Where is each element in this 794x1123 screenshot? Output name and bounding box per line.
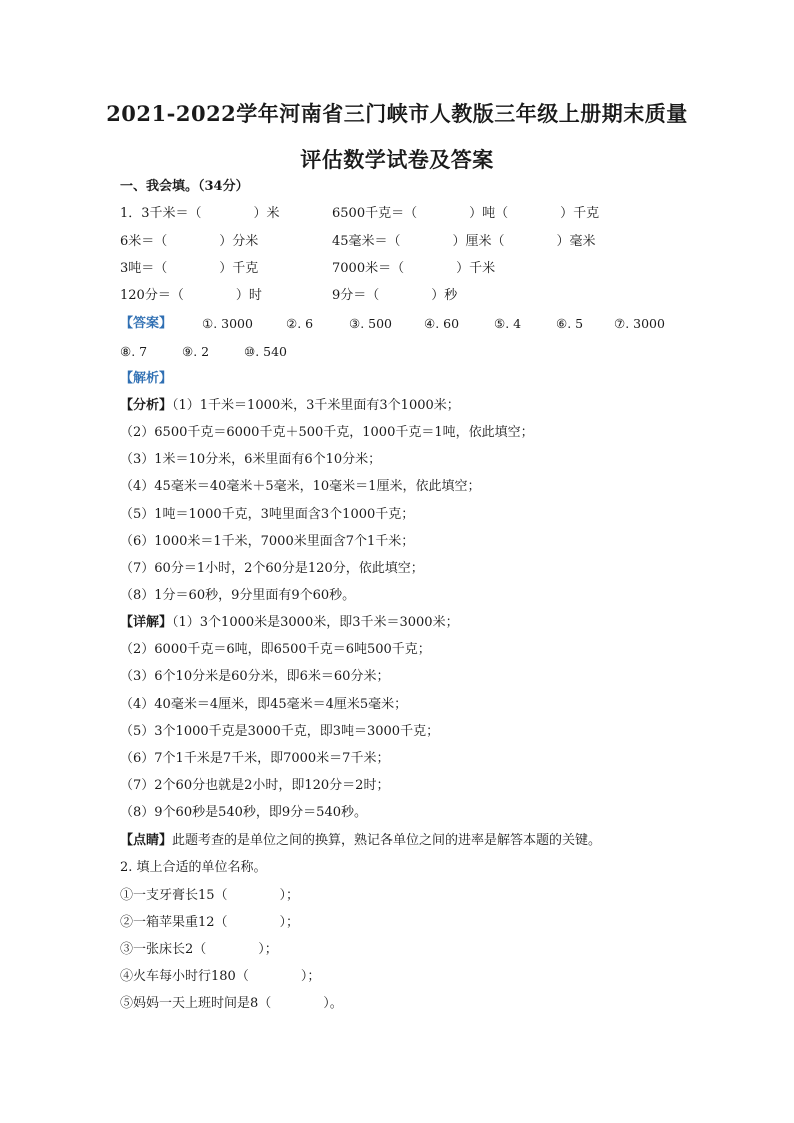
q1-row2-left: 6米＝（ ）分米 (120, 234, 259, 249)
fenxi-line: （6）1000米＝1千米，7000米里面含7个1千米； (120, 534, 415, 549)
q2-item: ①一支牙膏长15（ ）； (120, 888, 300, 903)
q1-row3-left: 3吨＝（ ）千克 (120, 261, 259, 276)
analysis-label: 【解析】 (120, 371, 173, 386)
xiangjie-line: （7）2个60分也就是2小时，即120分＝2时； (120, 778, 390, 793)
answer-item: ⑨. 2 (182, 344, 210, 359)
fenxi-line (120, 397, 460, 415)
q2-item: ⑤妈妈一天上班时间是8（ ）。 (120, 996, 343, 1011)
xiangjie-line: （3）6个10分米是60分米，即6米＝60分米； (120, 669, 390, 684)
q2-item: ③一张床长2（ ）； (120, 942, 278, 957)
q1-row3-right: 7000米＝（ ）千米 (332, 261, 496, 276)
answer-item: ④. 60 (424, 316, 460, 331)
q2-heading: 2. 填上合适的单位名称。 (120, 860, 267, 875)
q1-row1-left: 1．3千米＝（ ）米 (120, 206, 280, 221)
fenxi-line: （8）1分＝60秒，9分里面有9个60秒。 (120, 588, 356, 603)
answer-item: ①. 3000 (202, 316, 253, 331)
answer-label: 【答案】 (120, 316, 173, 331)
q2-item: ④火车每小时行180（ ）； (120, 969, 321, 984)
fenxi-label: 【分析】 (120, 398, 173, 413)
xiangjie-label: 【详解】 (120, 615, 173, 630)
answer-item: ③. 500 (349, 316, 393, 331)
answer-item: ②. 6 (286, 316, 314, 331)
xiangjie-line: （6）7个1千米是7千米，即7000米＝7千米； (120, 751, 390, 766)
dianjing-label: 【点睛】 (120, 833, 173, 848)
fenxi-line: （5）1吨＝1000千克，3吨里面含3个1000千克； (120, 507, 415, 522)
xiangjie-line: （2）6000千克＝6吨，即6500千克＝6吨500千克； (120, 642, 431, 657)
fenxi-text: （1）1千米＝1000米，3千米里面有3个1000米； (172, 398, 460, 413)
dianjing-text: 此题考查的是单位之间的换算，熟记各单位之间的进率是解答本题的关键。 (172, 833, 602, 848)
q2-item: ②一箱苹果重12（ ）； (120, 915, 300, 930)
xiangjie-line: （5）3个1000千克是3000千克，即3吨＝3000千克； (120, 724, 440, 739)
fenxi-line: （4）45毫米＝40毫米＋5毫米，10毫米＝1厘米，依此填空； (120, 479, 481, 494)
q1-row2-right: 45毫米＝（ ）厘米（ ）毫米 (332, 234, 596, 249)
xiangjie-text: （1）3个1000米是3000米，即3千米＝3000米； (172, 615, 459, 630)
q1-row1-right: 6500千克＝（ ）吨（ ）千克 (332, 206, 600, 221)
xiangjie-line: （8）9个60秒是540秒，即9分＝540秒。 (120, 805, 367, 820)
answer-item: ⑩. 540 (244, 344, 288, 359)
answer-item: ⑦. 3000 (614, 316, 665, 331)
fenxi-line: （2）6500千克＝6000千克＋500千克，1000千克＝1吨，依此填空； (120, 425, 534, 440)
dianjing-line (120, 832, 601, 850)
fenxi-line: （3）1米＝10分米，6米里面有6个10分米； (120, 452, 382, 467)
document-title-line2: 评估数学试卷及答案 (300, 147, 494, 172)
section-heading: 一、我会填。（34分） (120, 179, 249, 194)
q1-row4-right: 9分＝（ ）秒 (332, 288, 458, 303)
fenxi-line: （7）60分＝1小时，2个60分是120分，依此填空； (120, 561, 424, 576)
answer-item: ⑤. 4 (494, 316, 522, 331)
xiangjie-line: （4）40毫米＝4厘米，即45毫米＝4厘米5毫米； (120, 697, 408, 712)
xiangjie-line (120, 614, 459, 632)
answer-item: ⑥. 5 (556, 316, 584, 331)
q1-row4-left: 120分＝（ ）时 (120, 288, 262, 303)
document-title-line1: 2021-2022学年河南省三门峡市人教版三年级上册期末质量 (106, 101, 688, 126)
answer-item: ⑧. 7 (120, 344, 148, 359)
